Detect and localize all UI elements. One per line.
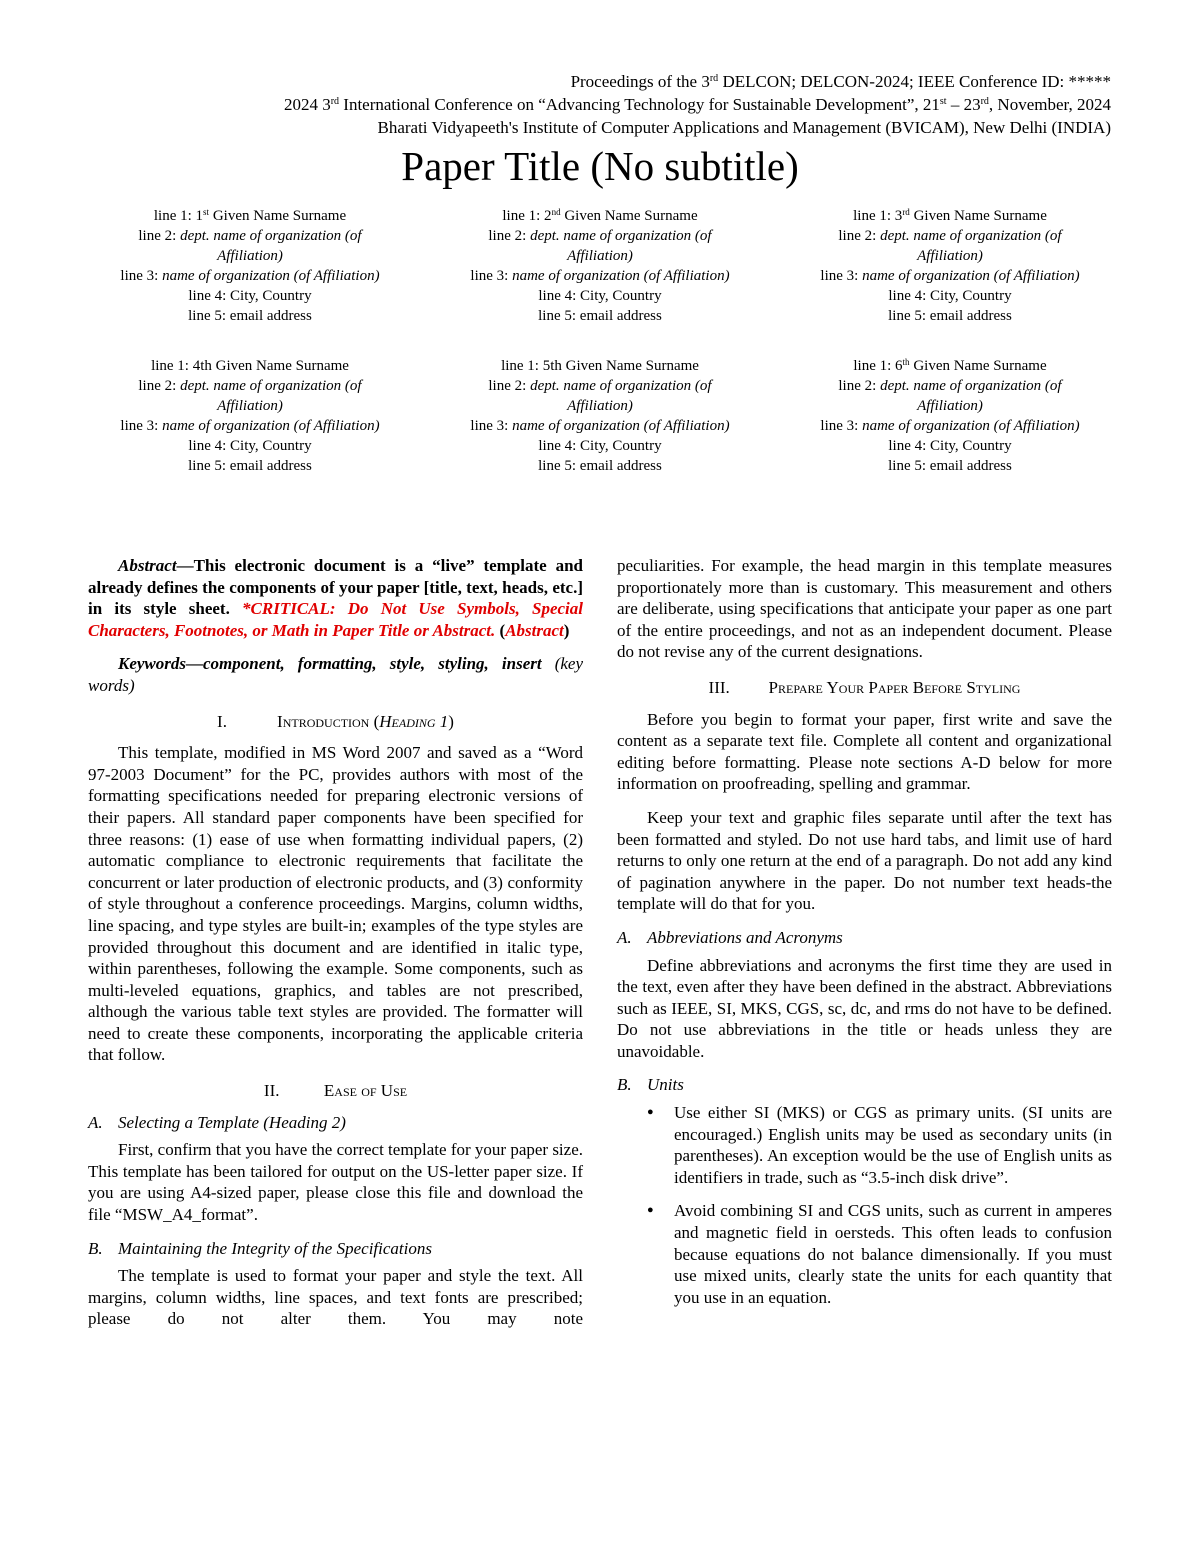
bullet-icon: ● [647, 1204, 654, 1217]
header-line-1 [284, 70, 1111, 93]
author-block-6 [775, 356, 1125, 476]
author-line-4: line 4: City, Country [188, 288, 312, 304]
section-title: Ease of Use [323, 1081, 408, 1101]
list-item [617, 1102, 1112, 1188]
section-number: II. [263, 1081, 280, 1101]
author-name-post: Given Name Surname [560, 208, 698, 224]
author-org: name of organization (of Affiliation) [862, 268, 1080, 284]
author-dept-label: line 2: [488, 228, 531, 244]
author-line-5: line 5: email address [888, 308, 1012, 324]
subsection-title: Units [647, 1075, 684, 1095]
abstract-lead: Abstract [118, 556, 177, 575]
author-dept: dept. name of organization (of Affiliation) [180, 228, 362, 264]
header-line-2 [284, 93, 1111, 116]
author-name-post: Given Name Surname [909, 208, 1047, 224]
author-dept: dept. name of organization (of Affiliation) [530, 228, 712, 264]
author-org-label: line 3: [820, 268, 863, 284]
paper-title: Paper Title (No subtitle) [401, 143, 799, 189]
author-name-pre: line 1: 2 [502, 208, 552, 224]
subsection-letter: A. [88, 1112, 103, 1132]
author-dept-label: line 2: [838, 228, 881, 244]
author-line-2 [775, 226, 1125, 266]
integrity-paragraph-continued: peculiarities. For example, the head margin in this template measures proportionately more than is customary. This measurement and others are deliberate, using specifications that anticipate your paper as one part of the entire proceedings, and not as an independent document. Please do not revise any of the current designations. [617, 556, 1112, 662]
left-column [88, 555, 583, 1342]
prepare-paragraph-2: Keep your text and graphic files separate until after the text has been formatted and styled. Do not use hard tabs, and limit use of hard returns to only one return at the end of a paragraph. Do not add any kind of pagination anywhere in the paper. Do not number text heads-the template will do that for you. [617, 807, 1112, 914]
author-ordinal-sup: rd [902, 207, 910, 217]
author-org: name of organization (of Affiliation) [162, 418, 380, 434]
author-line-1 [775, 206, 1125, 226]
integrity-paragraph: The template is used to format your paper and style the text. All margins, column widths, line spaces, and text fonts are prescribed; please do not alter them. You may note [88, 1266, 583, 1329]
author-line-3 [775, 266, 1125, 286]
author-line-4: line 4: City, Country [538, 438, 662, 454]
author-name-pre: line 1: 4th Given Name Surname [151, 358, 349, 374]
header-line-3: Bharati Vidyapeeth's Institute of Computer Applications and Management (BVICAM), New Delhi (INDIA) [377, 118, 1111, 137]
author-name-pre: line 1: 5th Given Name Surname [501, 358, 699, 374]
abstract-critical-note: *CRITICAL: Do Not Use Symbols, Special Characters, Footnotes, or Math in Paper Title or Abstract. [88, 599, 584, 640]
keywords-text: Keywords—component, formatting, style, styling, insert [118, 654, 555, 674]
author-org-label: line 3: [470, 268, 513, 284]
section-title-part-a: Introduction ( [277, 711, 380, 731]
author-line-4: line 4: City, Country [888, 438, 1012, 454]
subsection-heading-2a [88, 1112, 583, 1134]
section-title-italic: Heading 1 [379, 711, 449, 731]
header-line-2-sup-3: rd [980, 96, 989, 107]
author-dept: dept. name of organization (of Affiliation) [880, 228, 1062, 264]
author-name-pre: line 1: 1 [153, 208, 204, 224]
author-org-label: line 3: [120, 268, 163, 284]
author-name-pre: line 1: 3 [853, 208, 903, 224]
author-dept: dept. name of organization (of Affiliation) [180, 378, 362, 414]
author-org: name of organization (of Affiliation) [512, 268, 730, 284]
author-block-5 [425, 356, 775, 476]
abbreviations-paragraph: Define abbreviations and acronyms the first time they are used in the text, even after they have been defined in the abstract. Abbreviations such as IEEE, SI, MKS, CGS, sc, dc, and rms do not have to be defined. Do not use abbreviations in the title or heads unless they are unavoidable. [617, 955, 1112, 1061]
header-line-1-text: Proceedings of the 3 [570, 72, 710, 91]
template-paragraph: First, confirm that you have the correct template for your paper size. This template has been tailored for output on the US-letter paper size. If you are using A4-sized paper, please close this file and download the file “MSW_A4_format”. [88, 1140, 583, 1225]
subsection-title: Selecting a Template (Heading 2) [118, 1112, 346, 1132]
author-ordinal-sup: nd [551, 207, 561, 217]
header-line-1-text-end: DELCON; DELCON-2024; IEEE Conference ID: ***** [718, 72, 1111, 91]
author-line-2 [425, 226, 775, 266]
subsection-heading-3b [617, 1074, 1112, 1096]
author-name-post: Given Name Surname [909, 358, 1047, 374]
subsection-heading-3a [617, 927, 1112, 949]
author-line-3 [775, 416, 1125, 436]
author-line-2 [75, 376, 425, 416]
abstract-dash: — [176, 556, 194, 575]
author-block-2 [425, 206, 775, 326]
header-line-2-c: – 23 [946, 95, 981, 114]
author-org: name of organization (of Affiliation) [512, 418, 730, 434]
header-line-2-a: 2024 3 [283, 95, 331, 114]
subsection-letter: A. [617, 927, 632, 947]
author-line-5: line 5: email address [888, 458, 1012, 474]
subsection-letter: B. [88, 1238, 103, 1258]
author-line-4: line 4: City, Country [888, 288, 1012, 304]
author-line-5: line 5: email address [188, 308, 312, 324]
header-line-2-sup-1: rd [330, 96, 340, 107]
section-heading-2 [88, 1080, 583, 1102]
author-dept-label: line 2: [488, 378, 531, 394]
section-heading-3 [617, 677, 1112, 699]
author-line-3 [425, 266, 775, 286]
author-org: name of organization (of Affiliation) [862, 418, 1080, 434]
author-line-4: line 4: City, Country [188, 438, 312, 454]
subsection-title: Maintaining the Integrity of the Specifications [118, 1238, 432, 1258]
list-item-text: Avoid combining SI and CGS units, such as current in amperes and magnetic field in oersteds. This often leads to confusion because equations do not balance dimensionally. If you must use mixed units, clearly state the units for each quantity that you use in an equation. [674, 1201, 1112, 1307]
abstract-tag-text: Abstract [505, 620, 564, 640]
author-block-1 [75, 206, 425, 326]
author-dept-label: line 2: [138, 378, 181, 394]
subsection-heading-2b [88, 1238, 583, 1260]
author-line-5: line 5: email address [188, 458, 312, 474]
abstract-tag [495, 621, 569, 640]
author-line-3 [75, 266, 425, 286]
author-org-label: line 3: [820, 418, 863, 434]
author-dept-label: line 2: [838, 378, 881, 394]
bullet-icon: ● [647, 1106, 654, 1119]
author-line-5: line 5: email address [538, 458, 662, 474]
author-ordinal-sup: st [203, 207, 210, 217]
author-dept: dept. name of organization (of Affiliation) [530, 378, 712, 414]
list-item-text: Use either SI (MKS) or CGS as primary units. (SI units are encouraged.) English units may be used as secondary units (in parentheses). An exception would be the use of English units as identifiers in trade, such as “3.5-inch disk drive”. [674, 1103, 1112, 1187]
author-line-4: line 4: City, Country [538, 288, 662, 304]
units-bullet-list [617, 1102, 1112, 1308]
abstract-paragraph [88, 555, 583, 641]
author-line-1 [75, 356, 425, 376]
author-line-2 [775, 376, 1125, 416]
section-title-part-b: ) [448, 711, 454, 731]
author-line-1 [425, 356, 775, 376]
author-line-1 [775, 356, 1125, 376]
author-block-4 [75, 356, 425, 476]
author-name-pre: line 1: 6 [853, 358, 903, 374]
author-dept-label: line 2: [138, 228, 181, 244]
abstract-body: This electronic document is a “live” template and already defines the components of your paper [title, text, heads, etc.] in its style sheet. [88, 556, 583, 619]
section-title: Prepare Your Paper Before Styling [768, 677, 1021, 697]
section-number: I. [217, 711, 227, 731]
abstract-tag-close: ) [563, 620, 570, 640]
section-heading-1 [88, 711, 583, 733]
keywords-note: (key words) [88, 654, 583, 695]
author-line-1 [425, 206, 775, 226]
right-column [617, 555, 1112, 1320]
author-ordinal-sup: th [902, 357, 910, 367]
header-line-1-sup: rd [709, 73, 719, 84]
section-title [277, 712, 454, 731]
author-line-2 [425, 376, 775, 416]
author-line-1 [75, 206, 425, 226]
author-org: name of organization (of Affiliation) [162, 268, 380, 284]
author-name-post: Given Name Surname [209, 208, 347, 224]
header-line-2-b: International Conference on “Advancing Technology for Sustainable Development”, 21 [339, 95, 940, 114]
header-line-2-d: , November, 2024 [988, 95, 1111, 114]
abstract-tag-open: ( [495, 620, 506, 640]
header-line-2-sup-2: st [939, 96, 947, 107]
author-dept: dept. name of organization (of Affiliation) [880, 378, 1062, 414]
author-line-3 [425, 416, 775, 436]
intro-paragraph: This template, modified in MS Word 2007 and saved as a “Word 97-2003 Document” for the PC, provides authors with most of the formatting specifications needed for preparing electronic versions of their papers. All standard paper components have been specified for three reasons: (1) ease of use when formatting individual papers, (2) automatic compliance to electronic requirements that facilitate the concurrent or later production of electronic products, and (3) conformity of style throughout a conference proceedings. Margins, column widths, line spacing, and type styles are built-in; examples of the type styles are provided throughout this document and are identified in italic type, within parentheses, following the example. Some components, such as multi-leveled equations, graphics, and tables are not prescribed, although the various table text styles are provided. The formatter will need to create these components, incorporating the applicable criteria that follow. [88, 743, 583, 1065]
author-line-3 [75, 416, 425, 436]
author-org-label: line 3: [120, 418, 163, 434]
keywords-paragraph [88, 653, 583, 696]
section-number: III. [708, 677, 730, 697]
author-line-2 [75, 226, 425, 266]
subsection-letter: B. [617, 1075, 632, 1095]
prepare-paragraph-1: Before you begin to format your paper, first write and save the content as a separate text file. Complete all content and organizational editing before formatting. Please note sections A-D below for more information on proofreading, spelling and grammar. [617, 709, 1112, 794]
author-block-3 [775, 206, 1125, 326]
author-org-label: line 3: [470, 418, 513, 434]
list-item [617, 1200, 1112, 1308]
proceedings-header [284, 70, 1111, 139]
subsection-title: Abbreviations and Acronyms [647, 927, 843, 947]
author-line-5: line 5: email address [538, 308, 662, 324]
